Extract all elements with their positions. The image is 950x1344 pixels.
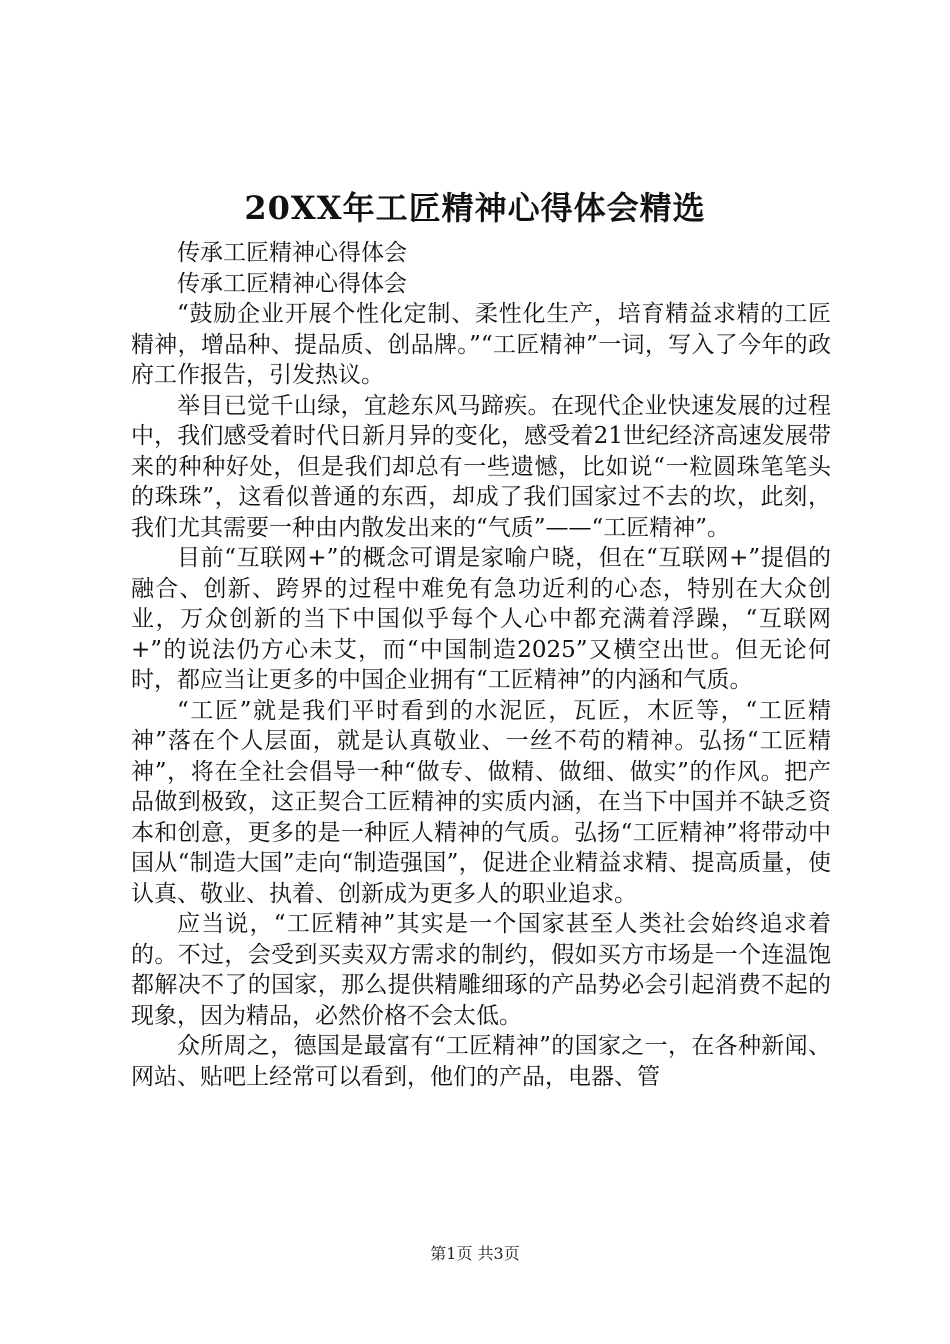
page-footer: 第1页 共3页 (430, 1244, 520, 1263)
body-paragraph: 举目已觉千山绿，宜趁东风马蹄疾。在现代企业快速发展的过程中，我们感受着时代日新月异的变化，感受着21世纪经济高速发展带来的种种好处，但是我们却总有一些遗憾，比如说“一粒圆珠笔笔头的珠珠”，这看似普通的东西，却成了我们国家过不去的坎，此刻，我们尤其需要一种由内散发出来的“气质”——“工匠精神”。 (131, 392, 831, 541)
subtitle-paragraph: 传承工匠精神心得体会 (177, 270, 407, 297)
subtitle-paragraph: 传承工匠精神心得体会 (177, 240, 407, 266)
document-title: 20XX年工匠精神心得体会精选 (244, 189, 706, 227)
body-paragraph: “工匠”就是我们平时看到的水泥匠，瓦匠，木匠等，“工匠精神”落在个人层面，就是认真敬业、一丝不苟的精神。弘扬“工匠精神”，将在全社会倡导一种“做专、做精、做细、做实”的作风。把产品做到极致，这正契合工匠精神的实质内涵，在当下中国并不缺乏资本和创意，更多的是一种匠人精神的气质。弘扬“工匠精神”将带动中国从“制造大国”走向“制造强国”，促进企业精益求精、提高质量，使认真、敬业、执着、创新成为更多人的职业追求。 (131, 697, 831, 907)
body-paragraph: 目前“互联网+”的概念可谓是家喻户晓，但在“互联网+”提倡的融合、创新、跨界的过程中难免有急功近利的心态，特别在大众创业，万众创新的当下中国似乎每个人心中都充满着浮躁，“互联网+”的说法仍方心未艾，而“中国制造2025”又横空出世。但无论何时，都应当让更多的中国企业拥有“工匠精神”的内涵和气质。 (131, 545, 831, 693)
body-paragraph: 众所周之，德国是最富有“工匠精神”的国家之一，在各种新闻、网站、贴吧上经常可以看到，他们的产品，电器、管 (131, 1033, 831, 1090)
document-body (131, 238, 831, 1092)
body-paragraph: “鼓励企业开展个性化定制、柔性化生产，培育精益求精的工匠精神，增品种、提品质、创品牌。”“工匠精神”一词，写入了今年的政府工作报告，引发热议。 (131, 301, 831, 388)
body-paragraph: 应当说，“工匠精神”其实是一个国家甚至人类社会始终追求着的。不过，会受到买卖双方需求的制约，假如买方市场是一个连温饱都解决不了的国家，那么提供精雕细琢的产品势必会引起消费不起的现象，因为精品，必然价格不会太低。 (131, 911, 831, 1029)
